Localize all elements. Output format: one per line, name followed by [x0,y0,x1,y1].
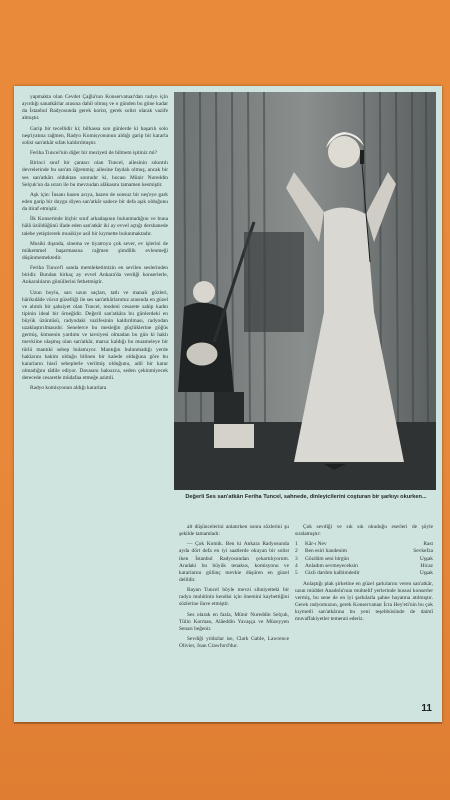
song-number: 1 [295,541,298,548]
paragraph: Garip bir tecellidir ki; bilhassa son günlerde ki başarılı solo neşriyatına rağmen, Radyo Komisyonunun aldığı garip bir kararla solist san'atkâr sıfatı kaldırılmıştır. [22,125,168,146]
paragraph: alt düşüncelerini anlatırken sonra sözlerini şu şekilde tamamladı: [179,524,289,538]
right-text-column [295,524,433,627]
paragraph: Birinci sınıf bir çantacı olan Tuncel, ailesinin sıkıntılı devrelerinde bu san'atı öğrenmiş; ailesine faydalı olmuş, ancak bir ses san'atkârı olduktan sonradır ki, hocası Münir Nureddin Selçuk'un da ısrarı ile bu mevzudan alâkasını tamamen kesmiştir. [22,160,168,188]
magazine-page [14,86,442,722]
song-makam: Uşşak [419,569,433,576]
song-list-intro: Çok sevdiği ve sık sık okuduğu eserleri de şöyle sıralamıştır: [295,524,433,538]
paragraph: — Çok Komik. Ben ki Ankara Radyosunda ayda dört defa en iyi saatlerde okuyan bir solist iken İstanbul Radyosundan çekartılıyorum. Aradaki bu büyük tenakus, komisyonu ve kararlarını gülünç mevkie düşüren en güzel delildir. [179,541,289,583]
paragraph: Uzun boylu, sarı uzun saçları, tatlı ve manalı gözleri, hârikulâde vücut güzelliği ile ses san'atkârlarımız arasında en güzel ve alımlı bir şahsiyet olan Tuncel, modeni cesarete sahip kadın tipinin ideal bir örneğidir. Değerli san'atkâra bu günlerdeki en büyük üzüntüsü, radyodaki vazifesinin kaldırılması, radyodan uzaklaştırılmasıdır. Senelerce bu mesleğin güçlüklerine göğüs germiş, kimsenin yardımı ve tavsiyesi olmadan bu gün ki haklı mevkiine ulaşmış olan san'atkâr, maruz kaldığı bu muameleye bir türlü mantıki sebep bulamıyor. Mantığın bulunmadığı yerde haklarını hakim olduğu bilinen bir kalede olduğuna göre bu kararların hissî sebeplerle verilmiş olduğunu, adil bir karar olmadığını tâdile ediyor. Davasını haksızca, seden çekinmiyecek derecede cesaretle müdafaa etmeğe azimli. [22,289,168,381]
paragraph: Aşk için: İnsanı bazen acıya, bazen de sonsuz bir neş'eye gark eden garip bir duygu diyen san'atkâr sadece bir defa aşık olduğunu da itiraf etmiştir. [22,191,168,213]
song-title: Gizli dardım kalbimdedir [305,569,360,576]
song-number: 2 [295,548,298,555]
song-number: 3 [295,555,298,562]
paragraph: Bayan Tuncel böyle mevzi sihniyetteki bir radyo muhitinin kendisi için önemini kaybettiğini sözlerine ilave etmiştir. [179,587,289,608]
paragraph: Musiki dışında, sinema ve tiyatroyu çok sever, ev işlerini de mükemmel başarmasına rağmen şimdilik evlenmeği düşünmemektedir. [22,240,168,261]
song-number: 5 [295,569,298,576]
list-item [295,570,433,577]
song-makam: Rast [423,541,433,548]
paragraph: yapmakta olan Cevdet Çağla'nın Konservatuar'dan radyo için ayırdığı sanatkârlar arasına dahil olmuş ve o günden bu güne kadar da İstanbul Radyosunda gerek korist, gerek solist olarak vazife almıştır. [22,94,168,122]
page-edge-shadow [14,722,442,724]
song-title: Ben esiri handenim [305,548,347,555]
page-number: 11 [421,703,432,714]
middle-text-column [179,524,289,653]
song-makam: Hicaz [420,562,433,569]
song-number: 4 [295,562,298,569]
paragraph: İlk Konserinde hiçbir sınıf arkadaşının bulunmadığını ve buna hâlâ üzüldüğünü ifade eden san'atkâr iki ay evvel açtığı dershanede talebe yetiştirerek musikiye asil bir kıymette bulunmaktadır. [22,216,168,237]
song-makam: Sevkefza [413,548,433,555]
paragraph: Ses olarak en fazla, Münir Nureddin Selçuk, Tülin Korman, Alâeddin Yavaşça ve Müzeyyen Senarı beğenir. [179,611,289,632]
song-title: Kâr-ı Nev [305,541,327,548]
paragraph: Feriha Tuncel'i sanda memleketimizin en sevilen seslerinden biridir. Bundan birkaç ay evvel Ankara'da verdiği konserlerle, Ankaralıların gönüllerini fethetmiştir. [22,265,168,286]
song-title: Gözdüm seni birgün [305,555,349,562]
paragraph: Anlaştığı plak şirketine en güzel şarkılarını veren san'atkâr, uzun müddet Anadolu'nun muhtelif yerlerinde hususi konserler vermiş, bu sene de en iyi şarkılarla şahne hayatına atılmıştır. Gerek radyomuzun, gerek Konservatuar İcra Hey'eti'nin bu çok kıymetli san'atkârına bu yeni teşebbüsünde de daimî muvaffakiyetler temenni ederiz. [295,580,433,623]
list-item [295,548,433,555]
list-item [295,556,433,563]
song-makam: Uşşak [419,555,433,562]
stage-photo-illustration [174,92,436,490]
left-text-column [22,94,168,395]
singer-photo [174,92,436,490]
song-title: Anladım sevmeyeceksin [305,562,358,569]
photo-caption: Değerli Ses san'atkârı Feriha Tuncel, sahnede, dinleyicilerini coşturan bir şarkıyı okurken... [185,494,427,500]
paragraph: Radyo komisyonun aldığı kararlara [30,385,107,392]
paragraph: Feriha Tuncel'nin diğer bir meziyeti de bilmem işitiniz mi? [30,150,158,157]
song-list [295,541,433,576]
list-item [295,563,433,570]
paragraph: Sevdiği yıldızlar ise, Clark Gable, Lawrence Olivier, Joan Crawford'dur. [179,636,289,650]
